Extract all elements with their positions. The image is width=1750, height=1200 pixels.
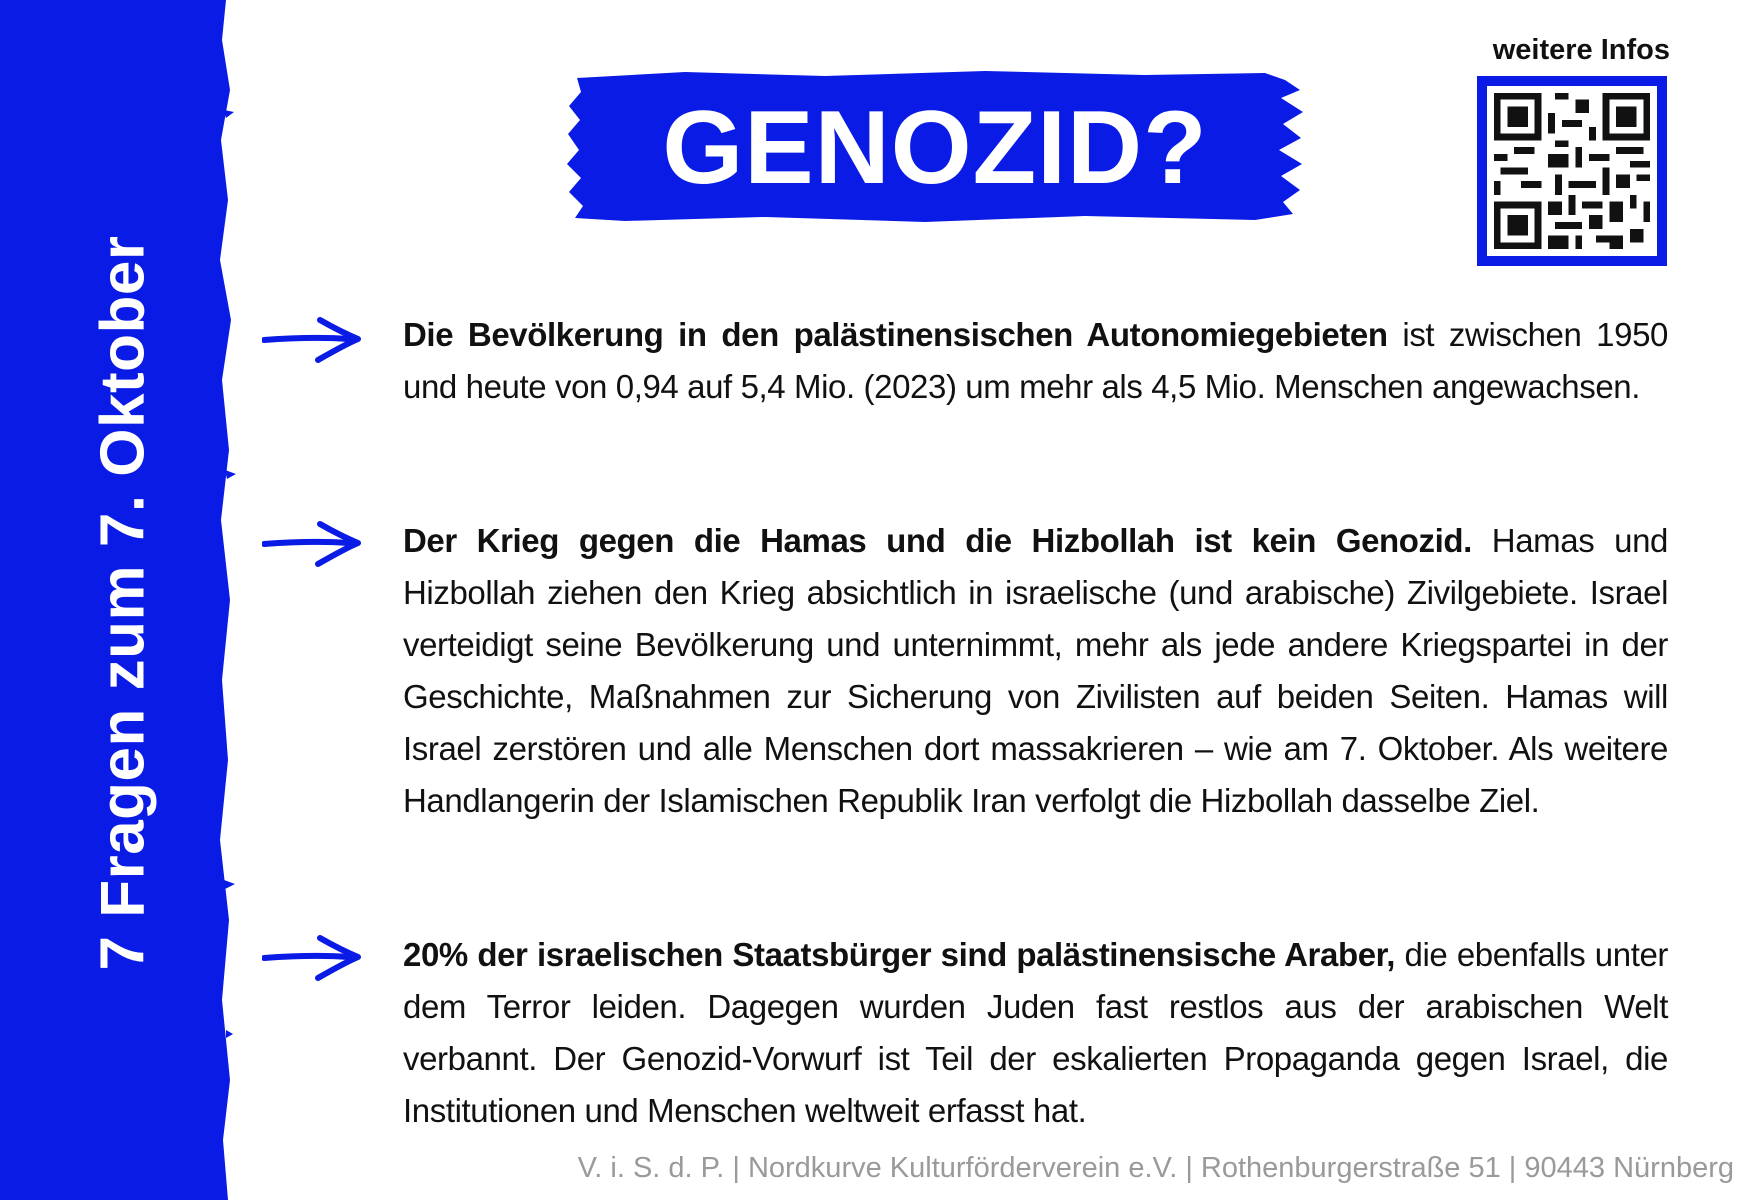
paragraph-war	[403, 515, 1668, 827]
qr-label: weitere Infos	[1492, 34, 1670, 66]
paragraph-lead: 20% der israelischen Staatsbürger sind palästinensische Araber,	[403, 936, 1396, 973]
qr-code-frame[interactable]	[1477, 76, 1667, 266]
headline-banner	[565, 68, 1305, 228]
paragraph-lead: Die Bevölkerung in den palästinensischen Autonomiegebieten	[403, 316, 1388, 353]
paragraph-body: ist zwischen 1950 und heute von 0,94 auf 5,4 Mio. (2023) um mehr als 4,5 Mio. Menschen angewachsen.	[403, 316, 1668, 405]
paragraph-body: Hamas und Hizbollah ziehen den Krieg absichtlich in israelische (und arabische) Zivilgebiete. Israel verteidigt seine Bevölkerung und unternimmt, mehr als jede andere Kriegspartei in der Geschichte, Maßnahmen zur Sicherung von Zivilisten auf beiden Seiten. Hamas will Israel zerstören und alle Menschen dort massakrieren – wie am 7. Oktober. Als weitere Handlangerin der Islamischen Republik Iran verfolgt die Hizbollah dasselbe Ziel.	[403, 522, 1668, 819]
qr-code-icon	[1487, 86, 1657, 256]
arrow-icon	[262, 932, 362, 982]
arrow-icon	[262, 518, 362, 568]
paragraph-body: die ebenfalls unter dem Terror leiden. Dagegen wurden Juden fast restlos aus der arabischen Welt verbannt. Der Genozid-Vorwurf ist Teil der eskalierten Propaganda gegen Israel, die Institutionen und Menschen weltweit erfasst hat.	[403, 936, 1669, 1129]
page-title: GENOZID?	[662, 89, 1208, 206]
paragraph-citizens	[403, 929, 1668, 1137]
paragraph-population	[403, 309, 1668, 413]
footer-imprint: V. i. S. d. P. | Nordkurve Kulturförderverein e.V. | Rothenburgerstraße 51 | 90443 Nürnberg	[577, 1152, 1734, 1184]
sidebar-title: 7 Fragen zum 7. Oktober	[88, 235, 158, 971]
arrow-icon	[262, 314, 362, 364]
paragraph-lead: Der Krieg gegen die Hamas und die Hizbollah ist kein Genozid.	[403, 522, 1472, 559]
